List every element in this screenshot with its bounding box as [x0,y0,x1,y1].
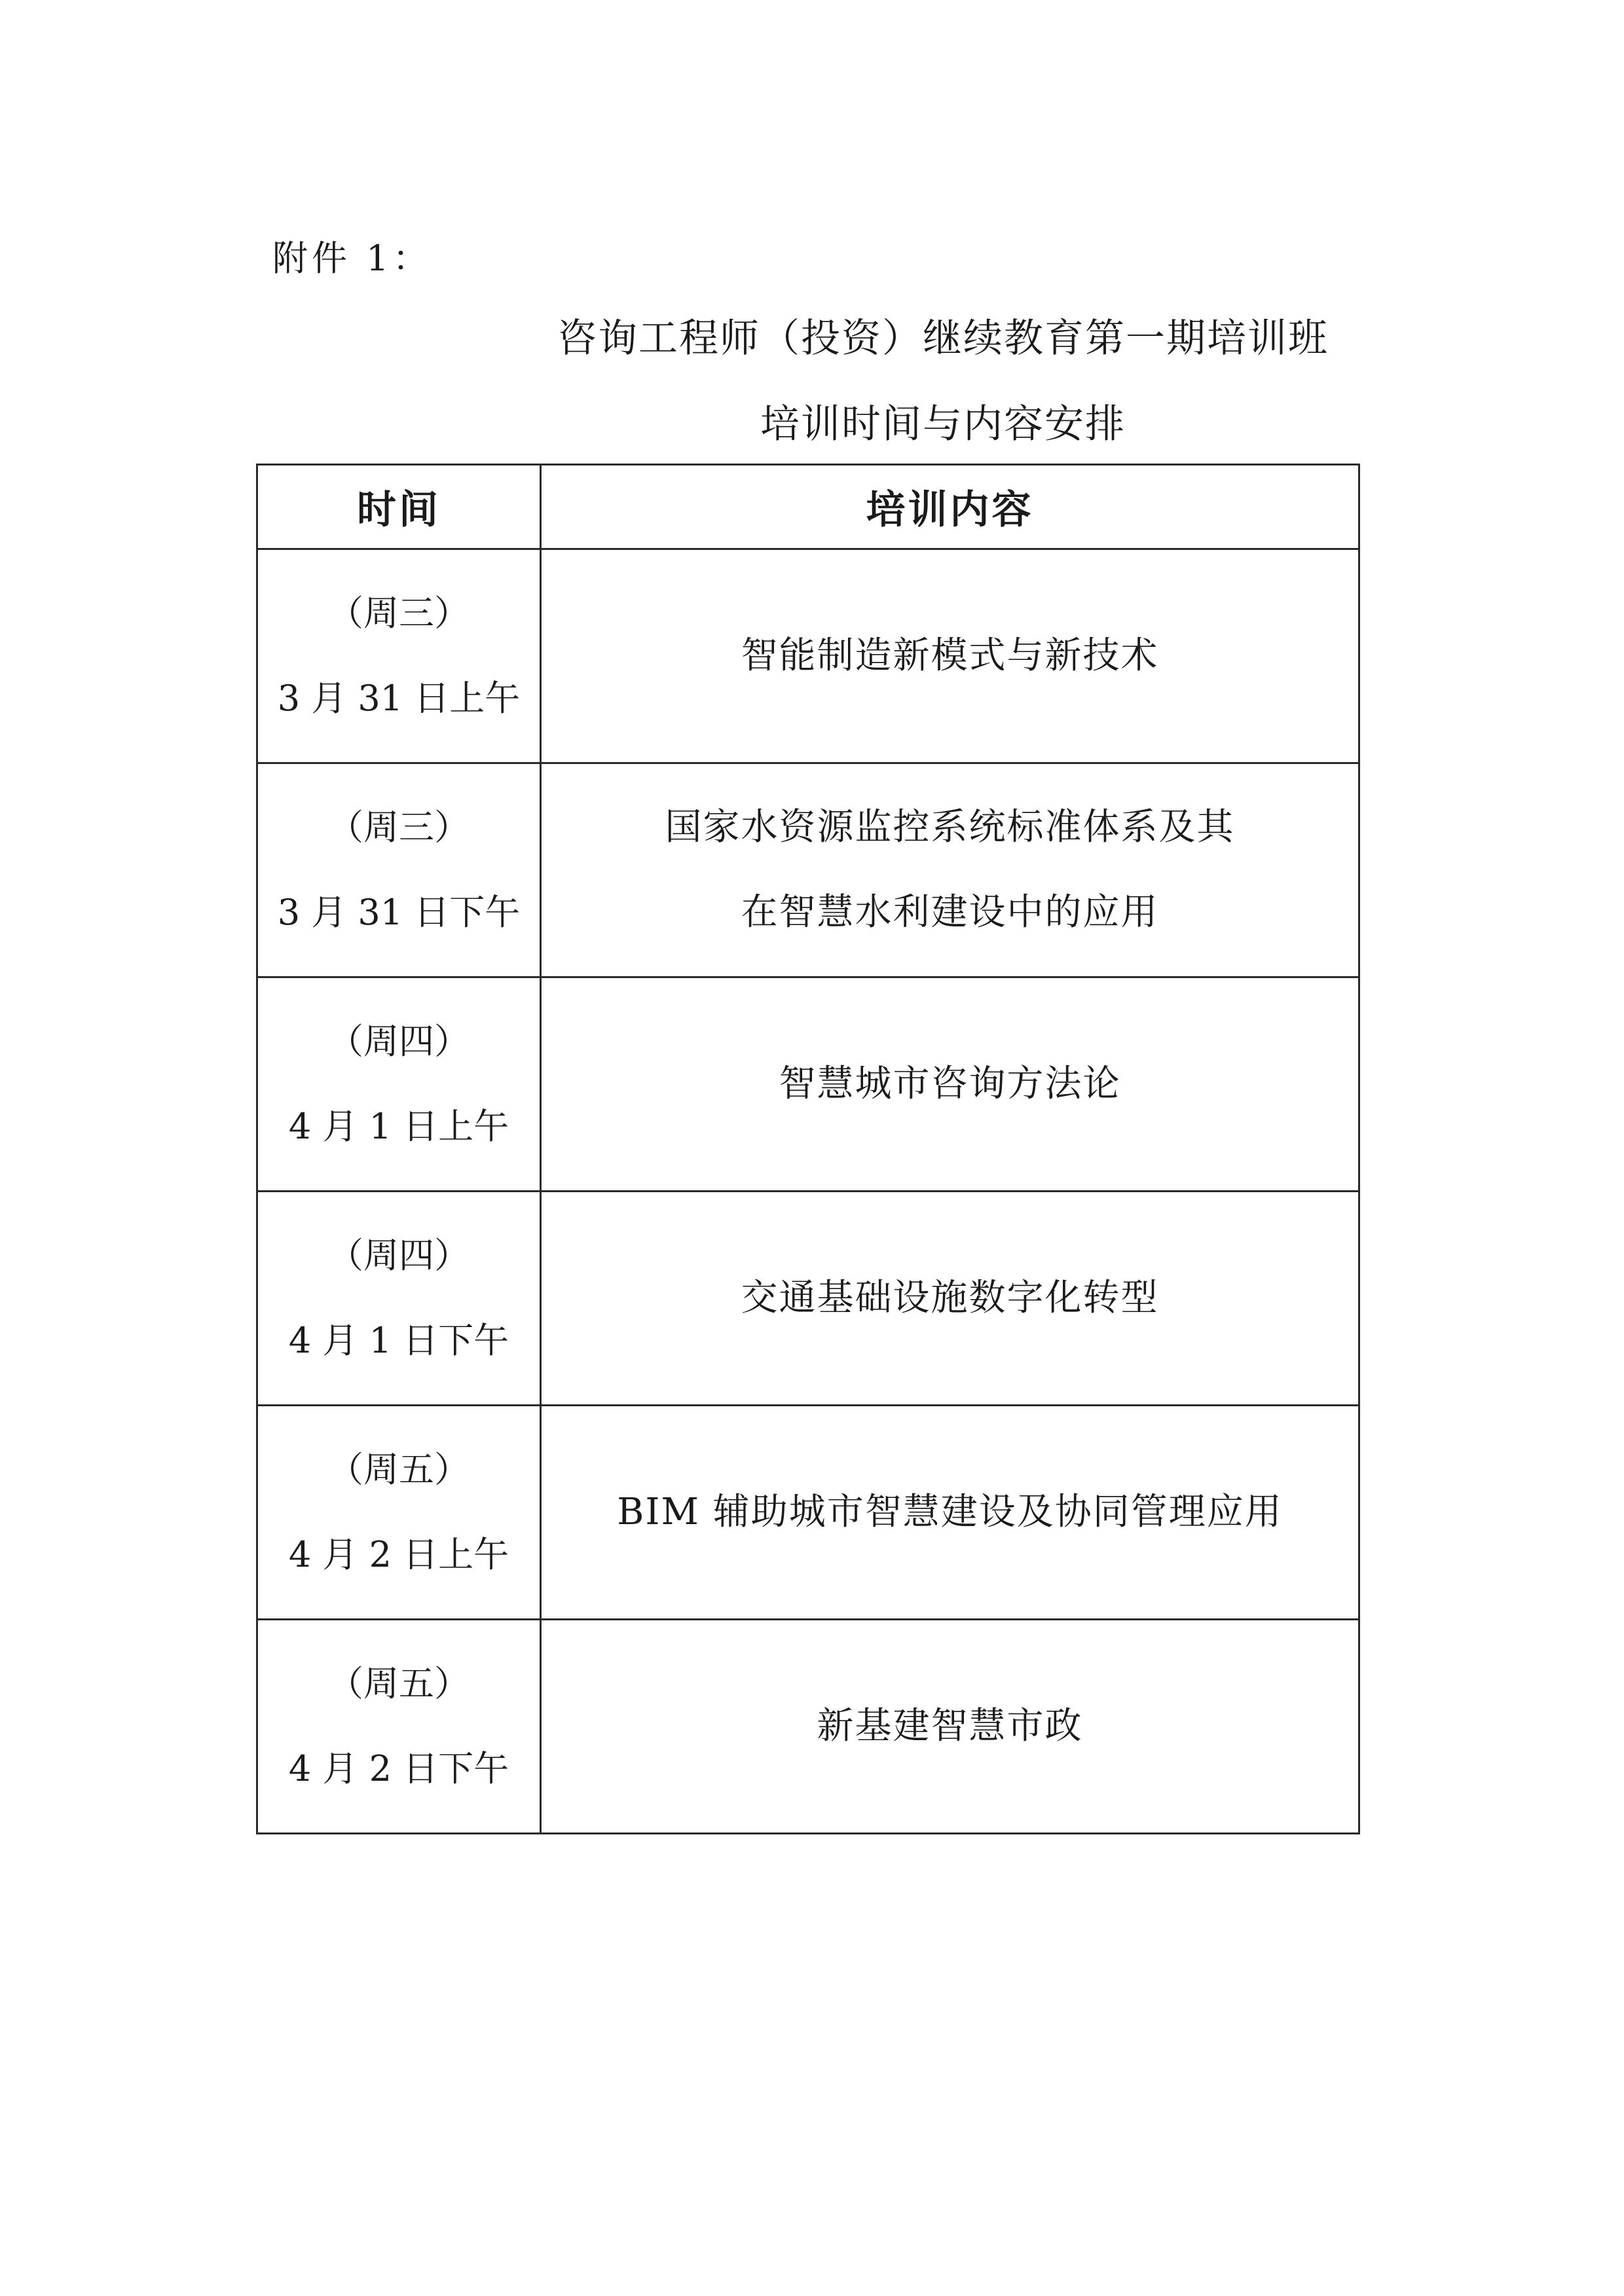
course-title: 新基建智慧市政 [817,1705,1083,1747]
header-content: 培训内容 [541,465,1359,549]
time-cell [257,1406,541,1620]
date: 4 月 2 日下午 [288,1748,509,1789]
time-cell [257,1620,541,1834]
weekday: （周五） [328,1663,470,1704]
content-cell [541,1620,1359,1834]
header-time: 时间 [257,465,541,549]
weekday: （周三） [328,807,470,848]
document-subtitle: 培训时间与内容安排 [760,401,1126,447]
course-title: 交通基础设施数字化转型 [741,1277,1159,1319]
time-cell [257,1192,541,1406]
table-row [257,977,1359,1192]
time-cell [257,549,541,763]
table-row [257,1620,1359,1834]
table-row [257,549,1359,763]
content-cell [541,763,1359,977]
attachment-label: 附件 1： [272,238,432,279]
content-cell [541,1192,1359,1406]
content-cell [541,549,1359,763]
table-header-row [257,465,1359,549]
content-cell [541,1406,1359,1620]
schedule-table [256,464,1360,1834]
weekday: （周三） [328,592,470,634]
course-title: 智能制造新模式与新技术 [741,634,1159,677]
course-title: 在智慧水利建设中的应用 [741,891,1159,934]
weekday: （周四） [328,1235,470,1276]
time-cell [257,977,541,1192]
date: 4 月 1 日下午 [288,1320,509,1361]
table-row [257,1406,1359,1620]
content-cell [541,977,1359,1192]
course-title: 智慧城市咨询方法论 [779,1063,1121,1105]
date: 3 月 31 日下午 [277,892,521,933]
date: 4 月 2 日上午 [288,1534,509,1575]
weekday: （周五） [328,1449,470,1490]
date: 4 月 1 日上午 [288,1106,509,1147]
time-cell [257,763,541,977]
table-row [257,763,1359,977]
course-title: 国家水资源监控系统标准体系及其 [665,806,1235,848]
document-title: 咨询工程师（投资）继续教育第一期培训班 [557,316,1329,361]
course-title: BIM 辅助城市智慧建设及协同管理应用 [617,1491,1283,1533]
table-row [257,1192,1359,1406]
date: 3 月 31 日上午 [277,678,521,719]
weekday: （周四） [328,1021,470,1062]
